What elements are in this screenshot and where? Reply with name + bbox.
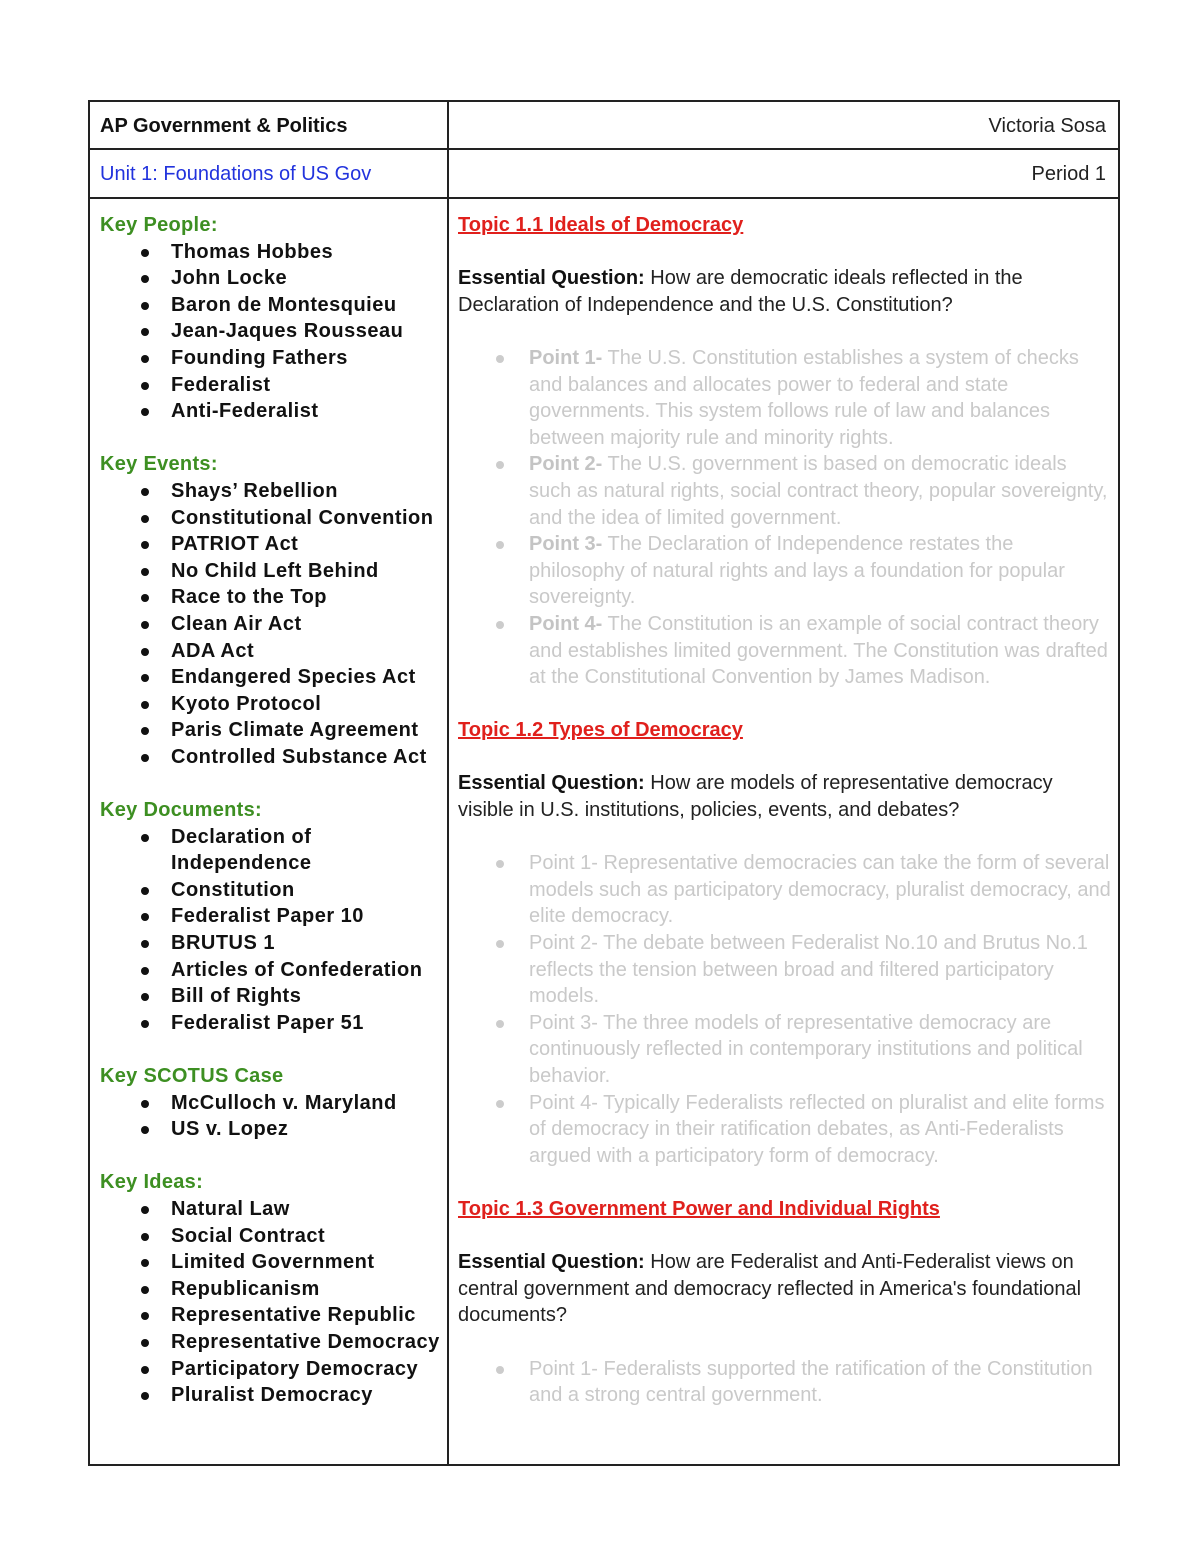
list-item xyxy=(100,664,445,691)
list-item xyxy=(100,903,445,930)
eq-label: Essential Question: xyxy=(458,1251,645,1274)
bullet-icon xyxy=(141,408,149,416)
key-scotus-list xyxy=(100,1090,445,1143)
essential-question xyxy=(458,265,1113,318)
bullet-icon xyxy=(141,648,149,656)
bullet-icon xyxy=(141,674,149,682)
bullet-icon xyxy=(141,328,149,336)
list-item-text: Federalist xyxy=(171,373,271,396)
bullet-icon xyxy=(141,1392,149,1400)
eq-text: How are models of representative democracy visible in U.S. institutions, policies, events, and debates? xyxy=(458,772,1053,822)
point-label: Point 1- xyxy=(529,346,603,369)
list-item-text: Endangered Species Act xyxy=(171,666,416,689)
bullet-icon xyxy=(496,461,504,469)
list-item-text: PATRIOT Act xyxy=(171,533,299,556)
point-label: Point 4- xyxy=(529,612,603,635)
list-item-text: Constitution xyxy=(171,878,295,901)
list-item xyxy=(100,1329,445,1356)
bullet-icon xyxy=(141,1233,149,1241)
key-documents-heading: Key Documents: xyxy=(100,799,263,822)
point-item xyxy=(458,1356,1113,1409)
list-item-text: Bill of Rights xyxy=(171,985,302,1008)
bullet-icon xyxy=(496,940,504,948)
point-item xyxy=(458,531,1113,611)
bullet-icon xyxy=(141,1286,149,1294)
list-item xyxy=(100,611,445,638)
list-item-text: US v. Lopez xyxy=(171,1118,289,1141)
key-events-list xyxy=(100,478,445,771)
list-item xyxy=(100,1302,445,1329)
list-item-text: Paris Climate Agreement xyxy=(171,719,419,742)
list-item-text: Jean-Jaques Rousseau xyxy=(171,320,404,343)
key-documents-list xyxy=(100,824,445,1037)
list-item-text: Representative Republic xyxy=(171,1304,416,1327)
list-item xyxy=(100,584,445,611)
bullet-icon xyxy=(141,993,149,1001)
bullet-icon xyxy=(141,515,149,523)
list-item-text: Federalist Paper 51 xyxy=(171,1011,364,1034)
bullet-icon xyxy=(141,1100,149,1108)
bullet-icon xyxy=(141,355,149,363)
point-text: Point 4- Typically Federalists reflected on pluralist and elite forms of democracy in their ratification debates, as Anti-Federalists argued with a participatory form of democracy. xyxy=(529,1091,1105,1167)
point-list xyxy=(458,345,1113,691)
row-divider xyxy=(90,148,1118,150)
list-item-text: Representative Democracy xyxy=(171,1330,440,1353)
eq-text: How are democratic ideals reflected in the Declaration of Independence and the U.S. Constitution? xyxy=(458,267,1023,316)
point-text: The Constitution is an example of social contract theory and establishes limited government. The Constitution was drafted at the Constitutional Convention by James Madison. xyxy=(529,612,1108,689)
list-item-text: Pluralist Democracy xyxy=(171,1384,373,1407)
key-people-list xyxy=(100,239,445,425)
bullet-icon xyxy=(141,382,149,390)
list-item xyxy=(100,930,445,957)
point-item xyxy=(458,930,1113,1010)
list-item xyxy=(100,983,445,1010)
list-item xyxy=(100,531,445,558)
list-item-text: Anti-Federalist xyxy=(171,400,319,423)
list-item xyxy=(100,1223,445,1250)
list-item xyxy=(100,1090,445,1117)
bullet-icon xyxy=(141,621,149,629)
point-item xyxy=(458,1090,1113,1170)
point-item xyxy=(458,345,1113,451)
point-list xyxy=(458,850,1113,1169)
bullet-icon xyxy=(496,1100,504,1108)
bullet-icon xyxy=(141,1339,149,1347)
bullet-icon xyxy=(141,568,149,576)
bullet-icon xyxy=(141,754,149,762)
list-item xyxy=(100,824,445,877)
list-item-text: Federalist Paper 10 xyxy=(171,905,364,928)
bullet-icon xyxy=(141,887,149,895)
list-item xyxy=(100,558,445,585)
point-text: Point 1- Federalists supported the ratification of the Constitution and a strong central government. xyxy=(529,1357,1093,1407)
essential-question xyxy=(458,770,1113,823)
key-scotus-heading: Key SCOTUS Case xyxy=(100,1065,284,1087)
column-divider xyxy=(447,102,449,1464)
list-item-text: Kyoto Protocol xyxy=(171,692,322,715)
point-item xyxy=(458,451,1113,531)
list-item-text: Baron de Montesquieu xyxy=(171,293,397,316)
list-item xyxy=(100,265,445,292)
list-item-text: Participatory Democracy xyxy=(171,1357,419,1380)
list-item xyxy=(100,1276,445,1303)
list-item-text: Limited Government xyxy=(171,1251,375,1274)
point-item xyxy=(458,850,1113,930)
bullet-icon xyxy=(141,541,149,549)
point-item xyxy=(458,611,1113,691)
course-title: AP Government & Politics xyxy=(100,115,348,137)
bullet-icon xyxy=(496,621,504,629)
list-item xyxy=(100,292,445,319)
list-item xyxy=(100,478,445,505)
list-item xyxy=(100,1010,445,1037)
list-item xyxy=(100,1116,445,1143)
list-item-text: Clean Air Act xyxy=(171,612,302,635)
list-item-text: Constitutional Convention xyxy=(171,506,434,529)
list-item xyxy=(100,744,445,771)
topic-title: Topic 1.3 Government Power and Individual Rights xyxy=(458,1197,940,1220)
key-terms-column xyxy=(100,212,445,1409)
topic-1-3 xyxy=(458,1196,1113,1409)
list-item-text: BRUTUS 1 xyxy=(171,932,276,955)
bullet-icon xyxy=(141,1020,149,1028)
list-item xyxy=(100,239,445,266)
notes-table xyxy=(88,100,1120,1466)
point-item xyxy=(458,1010,1113,1090)
essential-question xyxy=(458,1249,1113,1329)
point-list xyxy=(458,1356,1113,1409)
bullet-icon xyxy=(496,860,504,868)
bullet-icon xyxy=(496,355,504,363)
list-item-text: John Locke xyxy=(171,267,288,290)
key-ideas-heading: Key Ideas: xyxy=(100,1171,204,1194)
list-item xyxy=(100,345,445,372)
bullet-icon xyxy=(141,913,149,921)
list-item xyxy=(100,1356,445,1383)
list-item xyxy=(100,638,445,665)
bullet-icon xyxy=(141,1312,149,1320)
eq-text: How are Federalist and Anti-Federalist views on central government and democracy reflected in America's foundational documents? xyxy=(458,1251,1082,1327)
bullet-icon xyxy=(141,275,149,283)
list-item-text: Race to the Top xyxy=(171,586,328,609)
topics-column xyxy=(458,212,1113,1409)
bullet-icon xyxy=(141,940,149,948)
list-item-text: ADA Act xyxy=(171,639,255,662)
key-people-heading: Key People: xyxy=(100,214,218,236)
period-label: Period 1 xyxy=(1031,163,1106,185)
point-text: Point 1- Representative democracies can take the form of several models such as participatory democracy, pluralist democracy, and elite democracy. xyxy=(529,852,1111,928)
point-label: Point 3- xyxy=(529,533,603,556)
point-label: Point 2- xyxy=(529,453,603,476)
topic-1-1 xyxy=(458,212,1113,691)
list-item-text: Articles of Confederation xyxy=(171,958,423,981)
topic-1-2 xyxy=(458,717,1113,1169)
list-item xyxy=(100,1249,445,1276)
list-item xyxy=(100,318,445,345)
bullet-icon xyxy=(496,1020,504,1028)
list-item xyxy=(100,957,445,984)
bullet-icon xyxy=(141,594,149,602)
eq-label: Essential Question: xyxy=(458,267,645,290)
list-item xyxy=(100,717,445,744)
point-text: The Declaration of Independence restates the philosophy of natural rights and lays a foundation for popular sovereignty. xyxy=(529,533,1065,609)
list-item xyxy=(100,1382,445,1409)
list-item-text: Natural Law xyxy=(171,1197,290,1220)
bullet-icon xyxy=(141,249,149,257)
list-item-text: McCulloch v. Maryland xyxy=(171,1091,397,1114)
key-events-heading: Key Events: xyxy=(100,453,218,476)
bullet-icon xyxy=(141,302,149,310)
topic-title: Topic 1.2 Types of Democracy xyxy=(458,719,743,742)
topic-title: Topic 1.1 Ideals of Democracy xyxy=(458,214,744,236)
key-ideas-list xyxy=(100,1196,445,1409)
bullet-icon xyxy=(496,541,504,549)
bullet-icon xyxy=(496,1366,504,1374)
bullet-icon xyxy=(141,1366,149,1374)
point-text: The U.S. Constitution establishes a system of checks and balances and allocates power to federal and state governments. This system follows rule of law and balances between majority rule and minority rights. xyxy=(529,346,1079,449)
list-item-text: Declaration of Independence xyxy=(171,825,312,875)
row-divider xyxy=(90,197,1118,199)
point-text: The U.S. government is based on democratic ideals such as natural rights, social contract theory, popular sovereignty, and the idea of limited government. xyxy=(529,453,1108,529)
list-item-text: Thomas Hobbes xyxy=(171,240,334,263)
bullet-icon xyxy=(141,701,149,709)
bullet-icon xyxy=(141,1126,149,1134)
point-text: Point 2- The debate between Federalist No.10 and Brutus No.1 reflects the tension between broad and filtered participatory models. xyxy=(529,932,1088,1008)
list-item-text: Social Contract xyxy=(171,1224,326,1247)
bullet-icon xyxy=(141,727,149,735)
list-item xyxy=(100,691,445,718)
bullet-icon xyxy=(141,488,149,496)
eq-label: Essential Question: xyxy=(458,772,645,795)
bullet-icon xyxy=(141,1206,149,1214)
list-item-text: Republicanism xyxy=(171,1277,320,1300)
list-item-text: No Child Left Behind xyxy=(171,559,379,582)
student-name: Victoria Sosa xyxy=(988,115,1106,137)
point-text: Point 3- The three models of representative democracy are continuously reflected in contemporary institutions and political behavior. xyxy=(529,1011,1083,1087)
list-item-text: Shays’ Rebellion xyxy=(171,479,338,502)
unit-title: Unit 1: Foundations of US Gov xyxy=(100,163,372,185)
list-item xyxy=(100,398,445,425)
list-item xyxy=(100,505,445,532)
bullet-icon xyxy=(141,1259,149,1267)
bullet-icon xyxy=(141,967,149,975)
list-item-text: Founding Fathers xyxy=(171,346,348,369)
list-item xyxy=(100,877,445,904)
bullet-icon xyxy=(141,834,149,842)
list-item xyxy=(100,1196,445,1223)
list-item-text: Controlled Substance Act xyxy=(171,745,427,768)
list-item xyxy=(100,372,445,399)
